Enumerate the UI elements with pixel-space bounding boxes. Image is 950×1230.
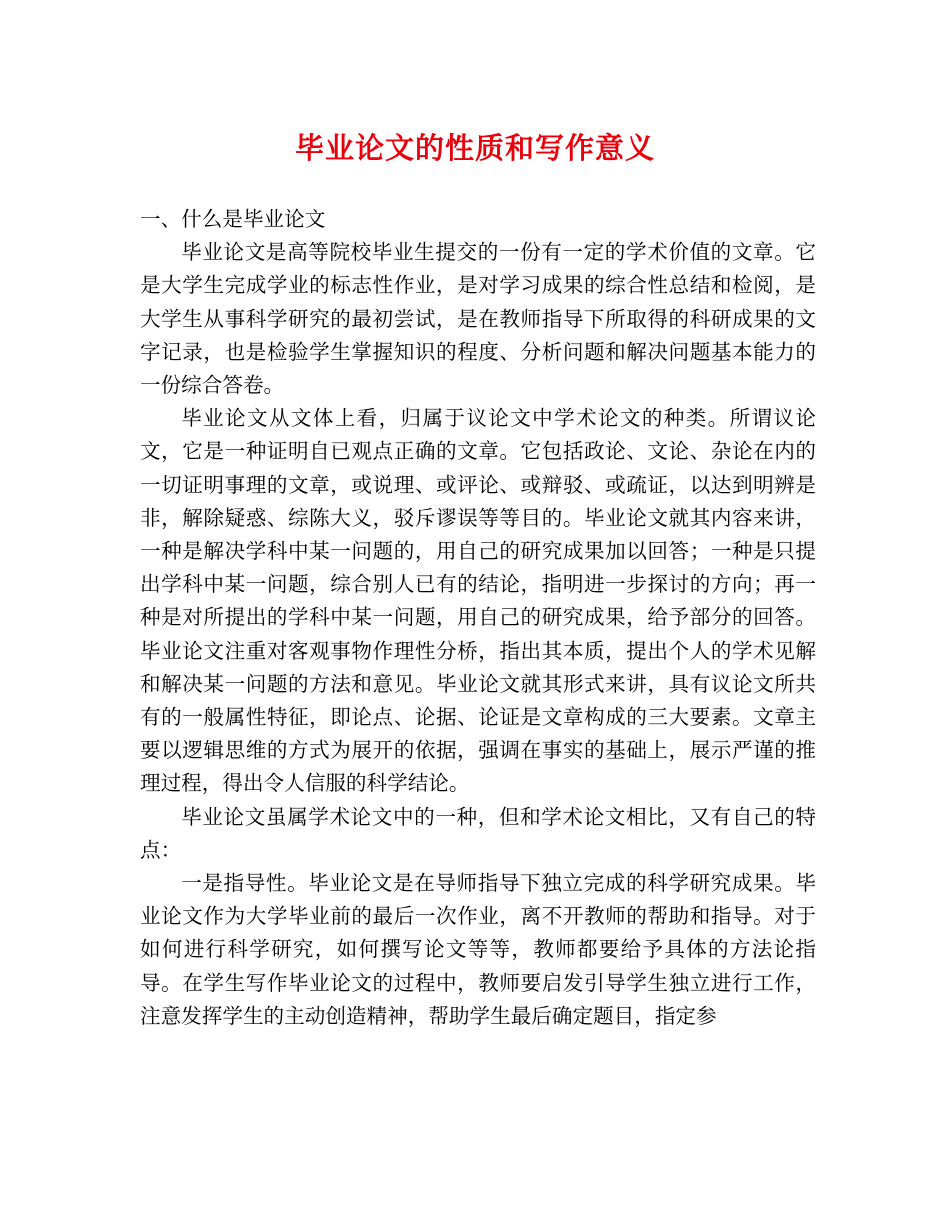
section-heading: 一、什么是毕业论文 — [140, 207, 326, 231]
paragraph: 毕业论文从文体上看，归属于议论文中学术论文的种类。所谓议论文，它是一种证明自已观点正确的文章。它包括政论、文论、杂论在内的一切证明事理的文章，或说理、或评论、或辩驳、或疏证，以达到明辨是非，解除疑惑、综陈大义，驳斥谬误等等目的。毕业论文就其内容来讲，一种是解决学科中某一问题的，用自己的研究成果加以回答；一种是只提出学科中某一问题，综合别人已有的结论，指明进一步探讨的方向；再一种是对所提出的学科中某一问题，用自己的研究成果，给予部分的回答。毕业论文注重对客观事物作理性分桥，指出其本质，提出个人的学术见解和解决某一问题的方法和意见。毕业论文就其形式来讲，具有议论文所共有的一般属性特征，即论点、论据、论证是文章构成的三大要素。文章主要以逻辑思维的方式为展开的依据，强调在事实的基础上，展示严谨的推理过程，得出令人信服的科学结论。 — [140, 406, 816, 796]
document-body — [140, 203, 816, 1033]
paragraph: 毕业论文是高等院校毕业生提交的一份有一定的学术价值的文章。它是大学生完成学业的标志性作业，是对学习成果的综合性总结和检阅，是大学生从事科学研究的最初尝试，是在教师指导下所取得的科研成果的文字记录，也是检验学生掌握知识的程度、分析问题和解决问题基本能力的一份综合答卷。 — [140, 240, 816, 398]
paragraph: 毕业论文虽属学术论文中的一种，但和学术论文相比，又有自己的特点： — [140, 804, 816, 862]
document-title: 毕业论文的性质和写作意义 — [294, 131, 655, 165]
paragraph: 一是指导性。毕业论文是在导师指导下独立完成的科学研究成果。毕业论文作为大学毕业前的最后一次作业，离不开教师的帮助和指导。对于如何进行科学研究，如何撰写论文等等，教师都要给予具体的方法论指导。在学生写作毕业论文的过程中，教师要启发引导学生独立进行工作，注意发挥学生的主动创造精神，帮助学生最后确定题目，指定参 — [140, 871, 816, 1028]
